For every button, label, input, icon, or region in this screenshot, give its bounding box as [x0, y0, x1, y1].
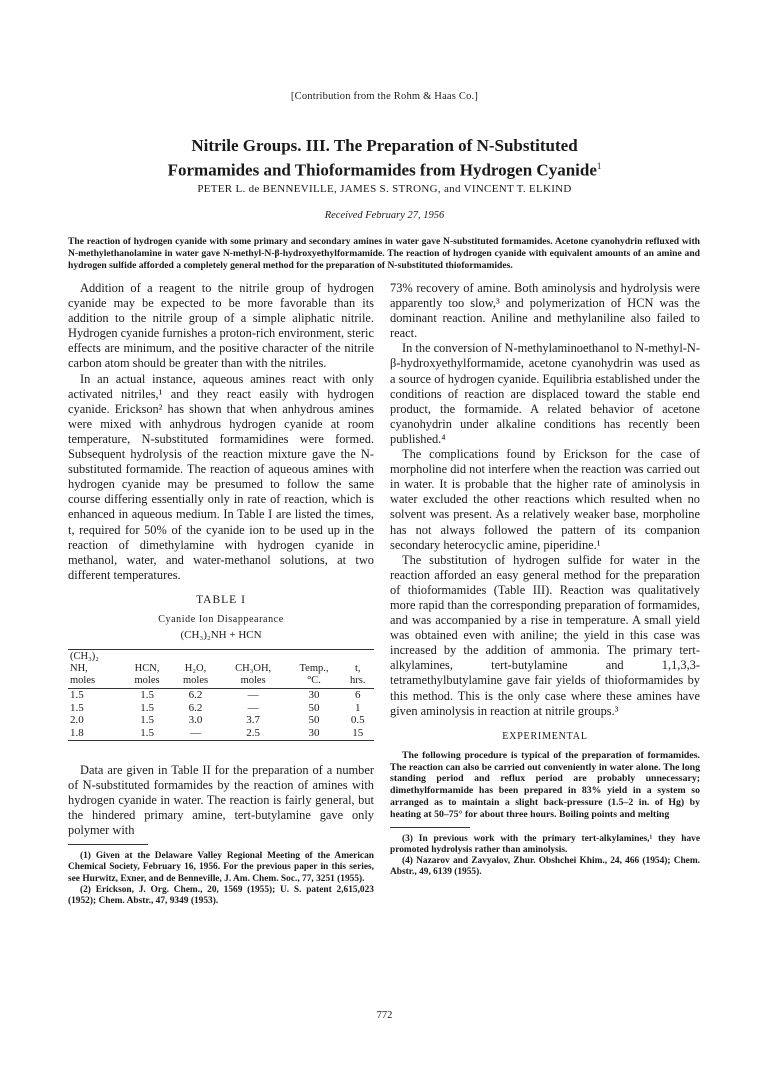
- footnote-2: (2) Erickson, J. Org. Chem., 20, 1569 (1955); U. S. patent 2,615,023 (1952); Chem. Abstr., 47, 9349 (1953).: [68, 884, 374, 907]
- title-line-2: [90, 156, 679, 181]
- left-paragraph-2: In an actual instance, aqueous amines react with only activated nitriles,¹ and they react easily with hydrogen cyanide. Erickson² has shown that when anhydrous amines were mixed with anhydrous hydrogen cyanide at room temperature, N-substituted formamidines were formed. Subsequent hydrolysis of the reaction mixture gave the N-substituted formamide. The reaction of aqueous amines with hydrogen cyanide may be presumed to follow the same course differing essentially only in rate of reaction, which is enhanced in aqueous medium. In Table I are listed the times, t, required for 50% of the cyanide ion to be used up in the reaction of dimethylamine with hydrogen cyanide in methanol, water, and water-methanol solutions, at two different temperatures.: [68, 371, 374, 582]
- right-paragraph-2: In the conversion of N-methylaminoethanol to N-methyl-N-β-hydroxyethylformamide, acetone cyanohydrin was used as a source of hydrogen cyanide. Equilibria established under the conditions of reaction are displaced toward the stable end product, the formamide. A related behavior of acetone cyanohydrin under alkaline conditions has recently been published.⁴: [390, 341, 700, 446]
- table-row: 1.5 1.5 6.2 — 30 6: [70, 689, 361, 702]
- footnote-1: (1) Given at the Delaware Valley Regional Meeting of the American Chemical Society, February 16, 1956. For the previous paper in this series, see Hurwitz, Exner, and de Benneville, J. Am. Chem. Soc., 77, 3251 (1955).: [68, 851, 374, 884]
- left-paragraph-1: Addition of a reagent to the nitrile group of hydrogen cyanide may be expected to be more favorable than its addition to the nitrile group of a simple aliphatic nitrile. Hydrogen cyanide furnishes a proton-rich environment, steric effects are minimum, and the positive character of the nitrile carbon atom should be greater than with the nitriles.: [68, 281, 374, 371]
- table-row: 1.5 1.5 6.2 — 50 1: [70, 701, 361, 714]
- experimental-section: [390, 750, 700, 821]
- title-line-1: Nitrile Groups. III. The Preparation of N-Substituted: [191, 136, 578, 155]
- right-paragraph-3: The complications found by Erickson for the case of morpholine did not interfere when the reaction was carried out in water. It is probable that the higher rate of aminolysis in water excluded the other reactions which resulted when no solvent was present. As a relatively weaker base, morpholine has not always followed the pattern of its companion secondary heterocyclic amine, piperidine.¹: [390, 447, 700, 552]
- page-number: 772: [376, 1010, 393, 1021]
- author-list: PETER L. de BENNEVILLE, JAMES S. STRONG, and VINCENT T. ELKIND: [197, 183, 572, 195]
- experimental-paragraph: The following procedure is typical of the preparation of formamides. The reaction can also be carried out conveniently in water alone. The long standing period and reflux period are probably unnecessary; dimethylformamide has been prepared in 83% yield in a system so arranged as to maintain a slight back-pressure (1.5–2 in. of Hg) by heating at 50–75° for about three hours. Boiling points and melting: [390, 749, 700, 820]
- right-paragraph-1: 73% recovery of amine. Both aminolysis and hydrolysis were apparently too slow,³ and polymerization of HCN was the dominant reaction. Aniline and methylaniline also failed to react.: [390, 281, 700, 341]
- col-header-water: H₂O, moles: [171, 650, 219, 689]
- right-paragraph-4: The substitution of hydrogen sulfide for water in the reaction afforded an easy general method for the preparation of thioformamides (Table III). Reaction was qualitatively more rapid than the corresponding preparation of formamides, and was accompanied by a rise in temperature. A small yield was obtained even with aniline; the yield in this case was increased by the addition of ammonia. The primary tert-alkylamines, tert-butylamine and 1,1,3,3-tetramethylbutylamine gave fair yields of thioformamides by this method. This is the only case where these amines have given aminolysis in reaction at nitrile groups.³: [390, 552, 700, 718]
- footnote-3: (3) In previous work with the primary tert-alkylamines,¹ they have promoted hydrolysis rather than aminolysis.: [390, 833, 700, 855]
- contribution-line: [Contribution from the Rohm & Haas Co.]: [290, 91, 479, 102]
- footnote-4: (4) Nazarov and Zavyalov, Zhur. Obshchei Khim., 24, 466 (1954); Chem. Abstr., 49, 6139 (1955).: [390, 856, 700, 878]
- title-footnote-ref: 1: [596, 161, 602, 171]
- col-header-hcn: HCN, moles: [123, 650, 171, 689]
- table-1-subtitle: Cyanide Ion Disappearance: [158, 613, 284, 625]
- left-paragraph-3: Data are given in Table II for the preparation of a number of N-substituted formamides by the reaction of amines with hydrogen cyanide in water. The reaction is fairly general, but the hindered primary amine, tert-butylamine gave only polymer with: [68, 762, 374, 837]
- table-header-row: [68, 650, 374, 689]
- experimental-heading: EXPERIMENTAL: [502, 730, 588, 742]
- col-header-amine: (CH₃)₂ NH, moles: [68, 650, 123, 689]
- footnote-rule: [390, 827, 470, 828]
- article-title: [90, 135, 679, 181]
- col-header-temp: Temp., °C.: [287, 650, 342, 689]
- table-1-reaction: (CH₃)₂NH + HCN: [180, 629, 262, 642]
- footnote-rule: [68, 844, 148, 845]
- col-header-time: t, hrs.: [342, 650, 374, 689]
- col-header-methanol: CH₃OH, moles: [220, 650, 287, 689]
- table-row: 1.8 1.5 — 2.5 30 15: [70, 726, 364, 739]
- table-row: 2.0 1.5 3.0 3.7 50 0.5: [70, 714, 365, 727]
- right-column: [390, 281, 700, 879]
- title-line-2-text: Formamides and Thioformamides from Hydrogen Cyanide: [167, 160, 597, 180]
- table-1-title: TABLE I: [196, 593, 246, 606]
- abstract: The reaction of hydrogen cyanide with some primary and secondary amines in water gave N-substituted formamides. Acetone cyanohydrin refluxed with N-methylethanolamine in water gave N-methyl-N-β-hydroxyethylformamide. The reaction of hydrogen cyanide with equivalent amounts of an amine and hydrogen sulfide afforded a completely general method for the preparation of N-substituted thioformamides.: [68, 236, 700, 272]
- table-1: [68, 649, 374, 740]
- received-date: Received February 27, 1956: [324, 210, 445, 221]
- left-column: [68, 281, 374, 907]
